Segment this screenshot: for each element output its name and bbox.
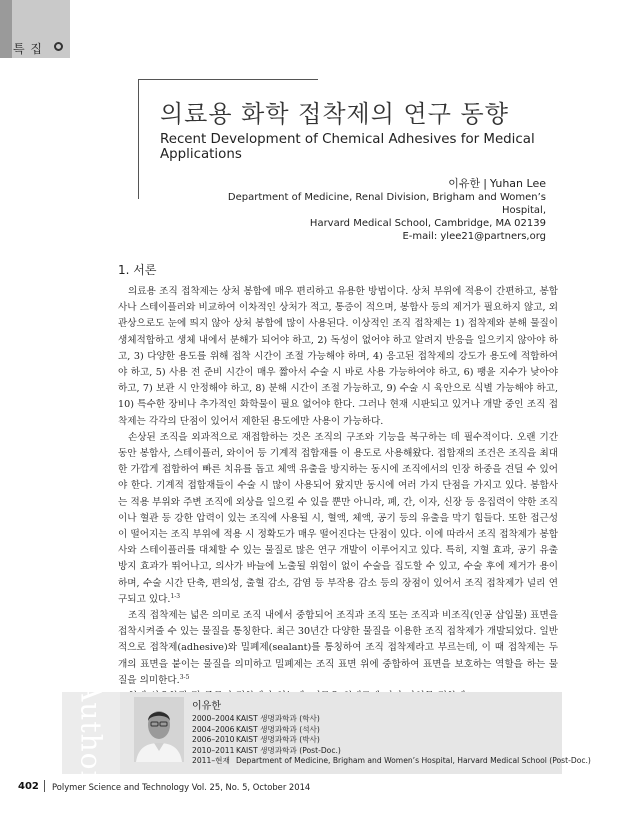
circle-bullet-icon [54,42,63,51]
author-box-label: Author [74,681,108,785]
career-item: 2000–2004 KAIST 생명과학과 (학사) [192,714,320,723]
section-heading: 1. 서론 [118,263,157,277]
title-frame-vertical [138,79,139,199]
citation-superscript: 1-3 [170,592,181,600]
author-email: E-mail: ylee21@partners,org [402,231,546,242]
affiliation-line: Department of Medicine, Renal Division, Brigham and Women’s Hospital, [227,192,546,216]
journal-citation: Polymer Science and Technology Vol. 25, No. 5, October 2014 [52,782,311,792]
career-item: 2006–2010 KAIST 생명과학과 (박사) [192,735,320,745]
footer-divider [44,780,45,792]
author-name-en: Yuhan Lee [489,177,546,190]
author-photo [134,697,184,762]
title-korean: 의료용 화학 접착제의 연구 동향 [160,100,509,128]
career-item: 2011–현재 Department of Medicine, Brigham and Women’s Hospital, Harvard Medical School (Post-Doc.) [192,756,591,766]
career-item: 2010–2011 KAIST 생명과학과 (Post-Doc.) [192,745,341,755]
body-text [118,284,558,721]
page-number: 402 [18,781,39,792]
section-tab-edge [0,0,12,58]
author-byline [448,175,546,191]
author-box-name: 이유한 [192,701,221,712]
citation-superscript: 3-5 [179,673,190,681]
section-label: 특 집 [13,42,43,56]
paragraph: 의료용 조직 접착제는 상처 봉합에 매우 편리하고 유용한 방법이다. 상처 부위에 적용이 간편하고, 봉합사나 스테이플러와 비교하여 이차적인 상처가 적고, 통증이 적으며, 봉합사 등의 제거가 필요하지 않고, 외관상으로도 눈에 띄지 않아 상처 봉합에 많이 사용된다. 이상적인 조직 접착제는 1) 접착제와 분해 물질이 생체적합하고 생체 내에서 분해가 되어야 하고, 2) 독성이 없어야 하고 알려지 반응을 일으키지 않아야 하고, 3) 다양한 용도를 위해 접착 시간이 조절 가능해야 하며, 4) 응고된 접착제의 강도가 용도에 적합하여야 하고, 5) 사용 전 준비 시간이 매우 짧아서 수술 시 바로 사용 가능하여야 하고, 6) 팽윤 지수가 낮아야 하고, 7) 보관 시 안정해야 하고, 8) 분해 시간이 조절 가능하고, 9) 수술 시 육안으로 식별 가능해야 하고, 10) 특수한 장비나 추가적인 화학물이 필요 없어야 한다. 그러나 현재 시판되고 있거나 개발 중인 조직 접착제는 각각의 단점이 있어서 제한된 용도에만 사용이 가능하다. [118,286,558,427]
author-affiliation [186,191,546,243]
affiliation-line: Harvard Medical School, Cambridge, MA 02139 [309,218,546,229]
author-name-ko: 이유한 [448,177,481,190]
career-list [192,714,591,767]
career-item: 2004–2006 KAIST 생명과학과 (석사) [192,724,320,734]
paragraph: 손상된 조직을 외과적으로 재접합하는 것은 조직의 구조와 기능을 복구하는 데 필수적이다. 오랜 기간 동안 봉합사, 스테이플러, 와이어 등 기계적 접합재를 이 용도로 사용해왔다. 접합재의 조건은 조직을 최대한 가깝게 접합하여 빠른 치유를 돕고 체액 유출을 방지하는 동시에 조직에서의 인장 하중을 견딜 수 있어야 한다. 기계적 접합재들이 수술 시 많이 사용되어 왔지만 동시에 여러 가지 단점을 가지고 있다. 봉합사는 적용 부위와 주변 조직에 외상을 일으킬 수 있을 뿐만 아니라, 폐, 간, 이자, 신장 등 응집력이 약한 조직이나 혈관 등 강한 압력이 있는 조직에 사용될 시, 혈액, 체액, 공기 등의 유출을 막기 힘들다. 또한 접근성이 떨어지는 조직 부위에 적용 시 정확도가 매우 떨어진다는 단점이 있다. 이에 따라서 조직 접착제가 봉합사와 스테이플러를 대체할 수 있는 물질로 많은 연구 개발이 이루어지고 있다. 특히, 지혈 효과, 공기 유출 방지 효과가 뛰어나고, 의사가 바늘에 노출될 위험이 없이 수술을 집도할 수 있고, 수술 후에 제거가 용이하며, 수술 시간 단축, 편의성, 출혈 감소, 감염 등 부작용 감소 등의 장점이 있어서 조직 접착제가 널리 연구되고 있다.$^{1-3}$ [118,431,558,605]
author-separator: | [483,177,487,190]
title-frame-horizontal [138,79,318,80]
paragraph: 조직 접착제는 넓은 의미로 조직 내에서 중합되어 조직과 조직 또는 조직과 비조직(인공 삽입물) 표면을 접착시켜줄 수 있는 물질을 통칭한다. 최근 30년간 다양한 물질을 이용한 조직 접착제가 개발되었다. 일반적으로 접착제(adhesive)와 밀폐제(sealant)를 통칭하여 조직 접착제라고 부르는데, 이 때 접착제는 두 개의 표면을 붙이는 물질을 의미하고 밀폐제는 조직 표면 위에 중합하여 표면을 보호하는 역할을 하는 물질을 의미한다.$^{3-5}$ [118,610,558,686]
title-english: Recent Development of Chemical Adhesives for Medical Applications [160,132,535,162]
